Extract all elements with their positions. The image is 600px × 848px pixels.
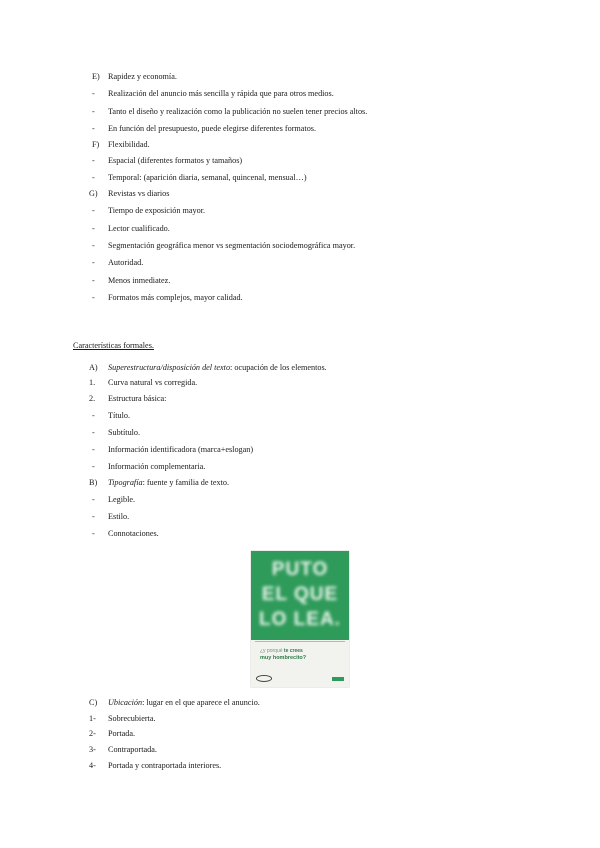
list-text: Subtítulo.	[108, 428, 141, 437]
brand-logo-icon	[256, 675, 272, 682]
section-heading: Características formales.	[73, 341, 154, 350]
list-text: Portada y contraportada interiores.	[108, 761, 222, 770]
poster-tagline	[260, 649, 303, 654]
poster-green-tag	[332, 677, 344, 681]
list-text: Temporal: (aparición diaria, semanal, quincenal, mensual…)	[108, 173, 307, 182]
list-text: Información complementaria.	[108, 462, 206, 471]
italic-term: Superestructura/disposición del texto	[108, 363, 231, 372]
list-marker: -	[92, 512, 95, 521]
list-text: Autoridad.	[108, 258, 144, 267]
list-text: Espacial (diferentes formatos y tamaños)	[108, 156, 243, 165]
list-marker: -	[92, 124, 95, 133]
tagline-bold: te crees	[283, 648, 303, 654]
list-text: Legible.	[108, 495, 136, 504]
list-marker: -	[92, 495, 95, 504]
list-text: Segmentación geográfica menor vs segmentación sociodemográfica mayor.	[108, 241, 356, 250]
term-description: : ocupación de los elementos.	[230, 363, 327, 372]
list-marker: 2-	[89, 729, 96, 738]
ad-poster-image	[251, 551, 349, 687]
list-text: Título.	[108, 411, 131, 420]
list-marker: -	[92, 241, 95, 250]
list-marker: B)	[89, 478, 98, 487]
list-text: Tanto el diseño y realización como la publicación no suelen tener precios altos.	[108, 107, 368, 116]
list-text: Realización del anuncio más sencilla y rápida que para otros medios.	[108, 89, 334, 98]
poster-divider	[255, 641, 345, 642]
list-text: Estilo.	[108, 512, 130, 521]
list-text: Información identificadora (marca+eslogan)	[108, 445, 254, 454]
poster-headline-line1: PUTO	[271, 559, 329, 580]
list-text: Formatos más complejos, mayor calidad.	[108, 293, 243, 302]
list-text: Connotaciones.	[108, 529, 159, 538]
list-text	[108, 363, 327, 373]
term-description: : lugar en el que aparece el anuncio.	[142, 698, 260, 707]
italic-term: Tipografía	[108, 478, 143, 487]
list-marker: -	[92, 445, 95, 454]
list-text: Tiempo de exposición mayor.	[108, 206, 206, 215]
list-marker: -	[92, 258, 95, 267]
list-text	[108, 698, 260, 708]
list-text: Flexibilidad.	[108, 140, 150, 149]
list-marker: -	[92, 173, 95, 182]
list-marker: 2.	[89, 394, 96, 403]
list-marker: 1-	[89, 714, 96, 723]
list-marker: 3-	[89, 745, 96, 754]
list-marker: -	[92, 411, 95, 420]
list-text: Contraportada.	[108, 745, 157, 754]
tagline-prefix: ¿y porqué	[260, 648, 283, 654]
list-marker: -	[92, 107, 95, 116]
list-text: En función del presupuesto, puede elegirse diferentes formatos.	[108, 124, 317, 133]
list-text: Sobrecubierta.	[108, 714, 156, 723]
list-marker: A)	[89, 363, 98, 372]
poster-headline-line3: LO LEA.	[259, 609, 341, 630]
list-marker: F)	[92, 140, 100, 149]
term-description: : fuente y familia de texto.	[142, 478, 229, 487]
list-marker: 1.	[89, 378, 96, 387]
list-marker: -	[92, 293, 95, 302]
list-text: Rapidez y economía.	[108, 72, 177, 81]
list-marker: -	[92, 428, 95, 437]
list-marker: C)	[89, 698, 98, 707]
list-text: Portada.	[108, 729, 136, 738]
list-marker: E)	[92, 72, 100, 81]
list-marker: -	[92, 89, 95, 98]
list-marker: G)	[89, 189, 98, 198]
list-marker: -	[92, 462, 95, 471]
poster-headline-line2: EL QUE	[261, 584, 339, 605]
list-text: Lector cualificado.	[108, 224, 170, 233]
list-marker: -	[92, 224, 95, 233]
list-text	[108, 478, 229, 488]
list-text: Curva natural vs corregida.	[108, 378, 198, 387]
list-text: Revistas vs diarios	[108, 189, 170, 198]
list-marker: -	[92, 529, 95, 538]
poster-tagline-line2: muy hombrecito?	[260, 655, 307, 661]
list-marker: -	[92, 156, 95, 165]
list-text: Estructura básica:	[108, 394, 167, 403]
list-marker: 4-	[89, 761, 96, 770]
list-marker: -	[92, 206, 95, 215]
italic-term: Ubicación	[108, 698, 143, 707]
list-marker: -	[92, 276, 95, 285]
list-text: Menos inmediatez.	[108, 276, 171, 285]
